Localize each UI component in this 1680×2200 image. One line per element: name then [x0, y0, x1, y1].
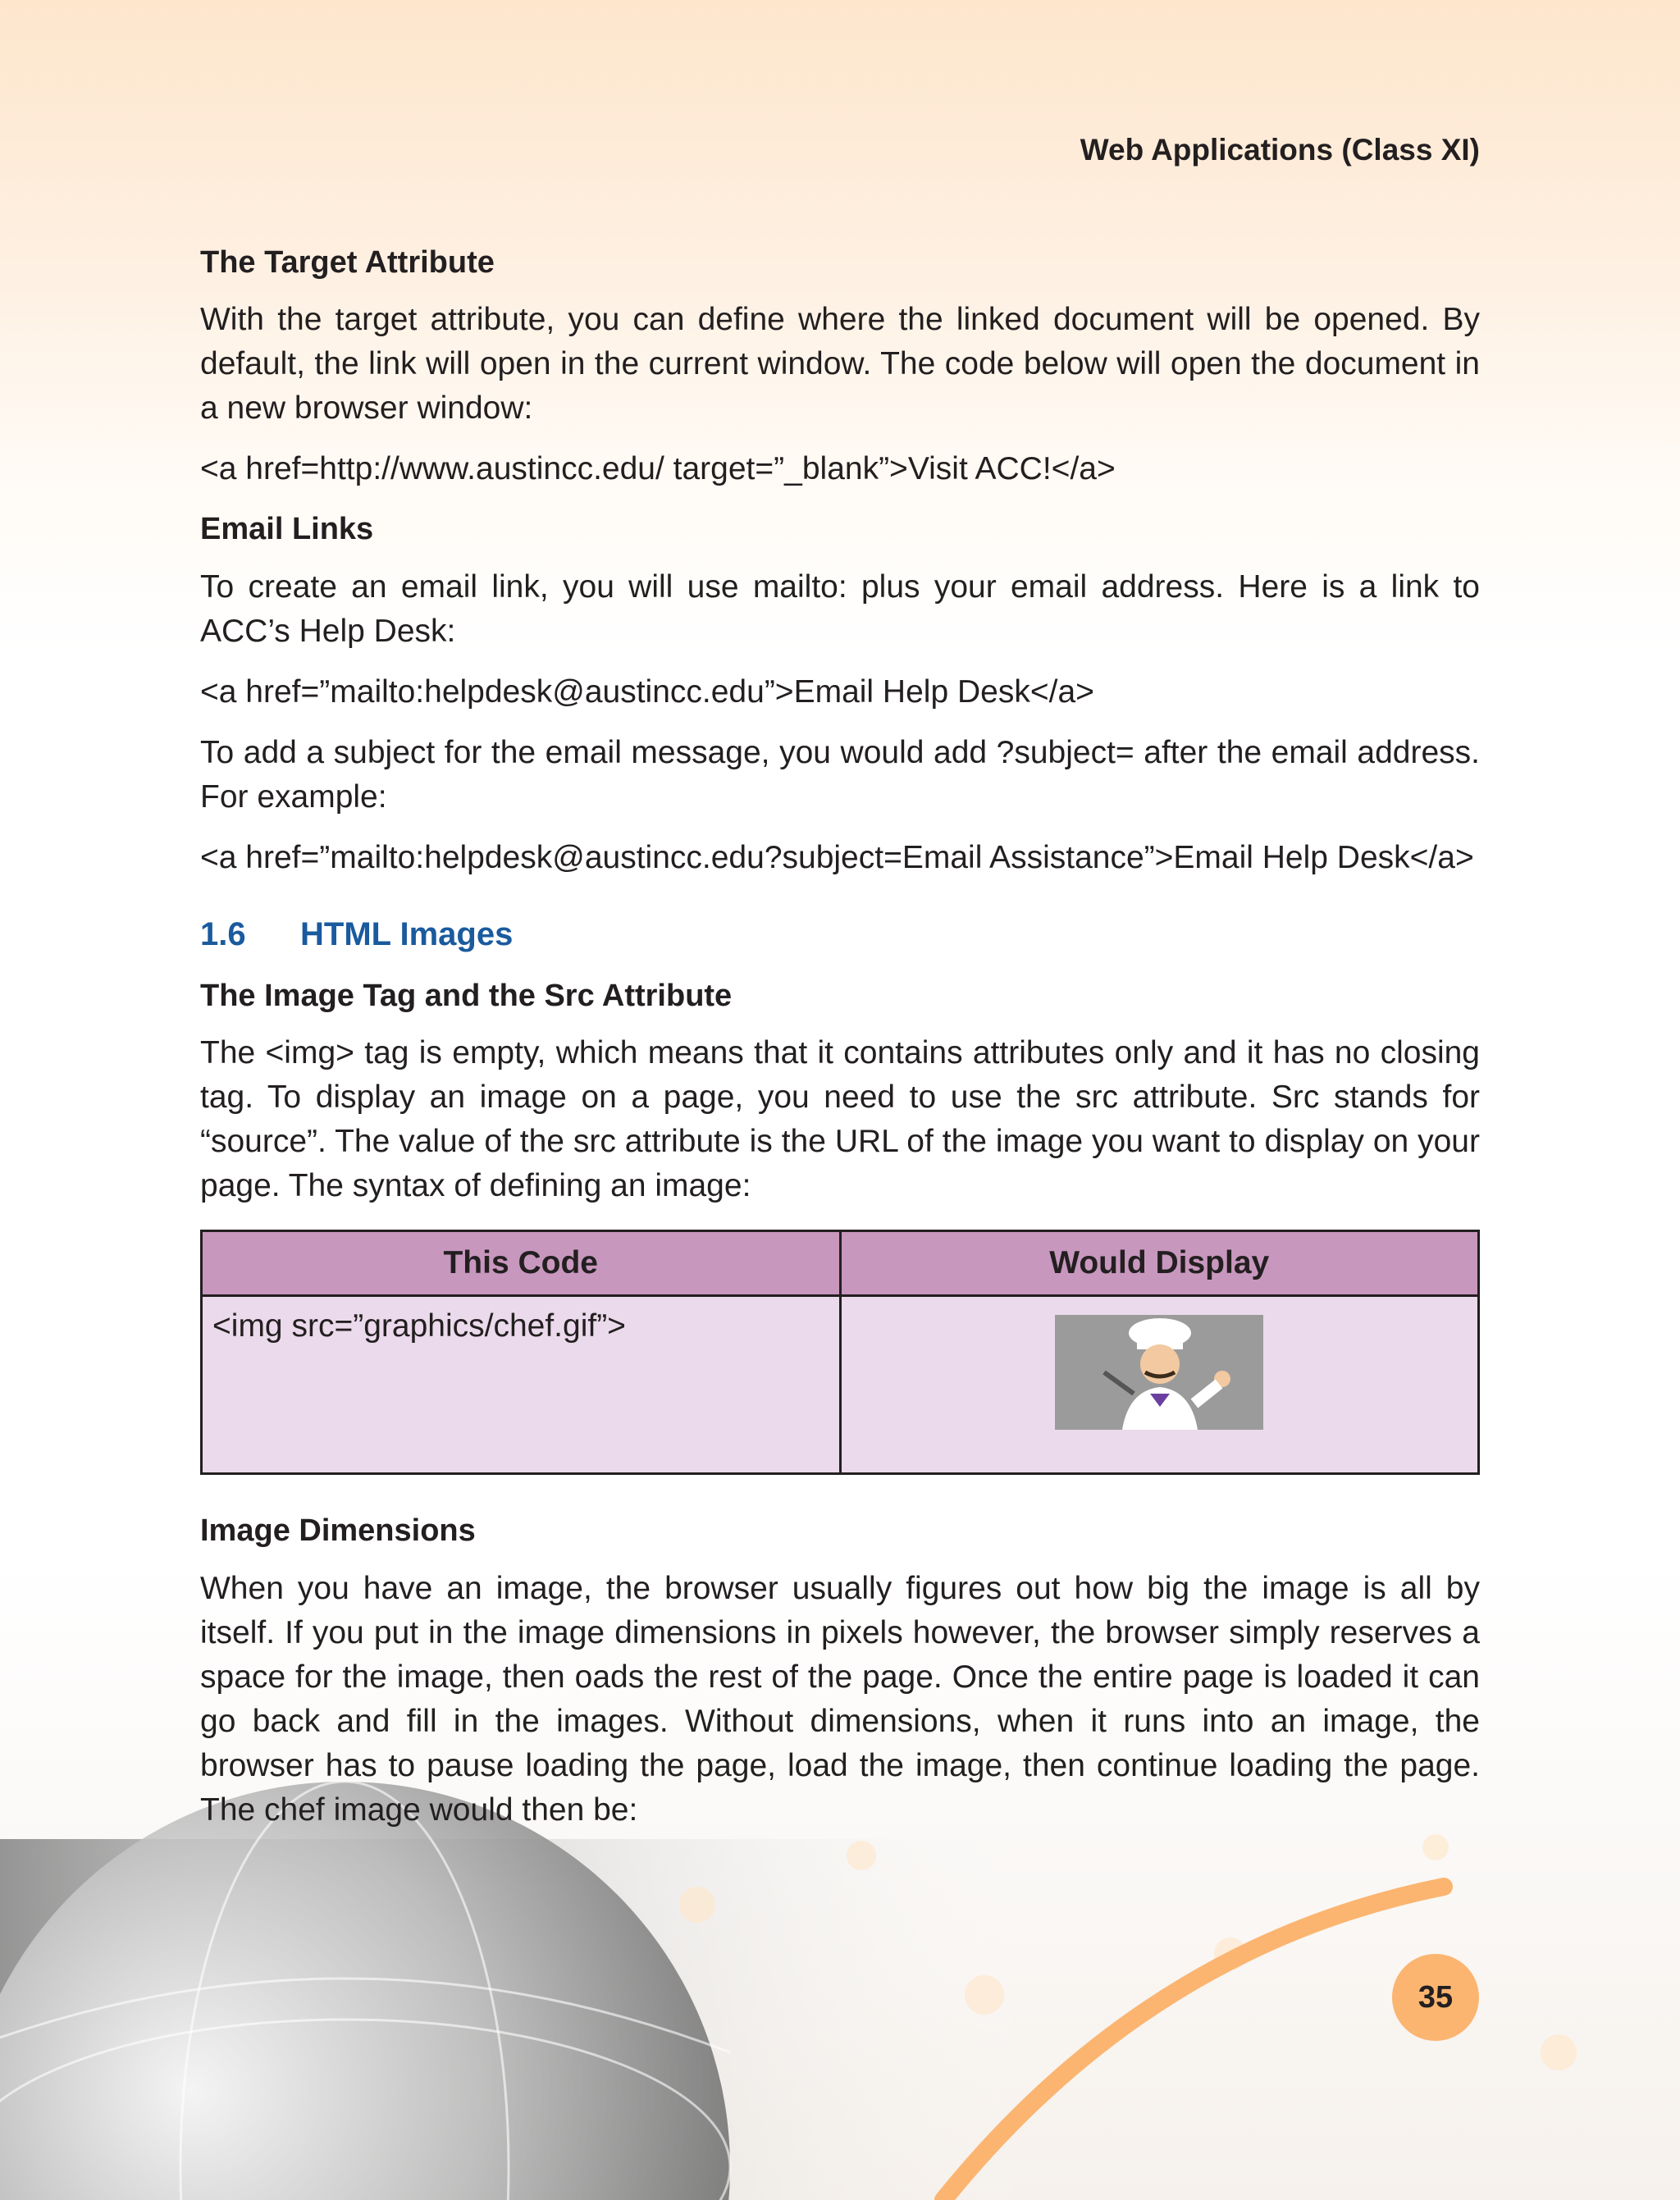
page-number-badge: 35	[1392, 1954, 1479, 2041]
section-title	[200, 916, 1480, 953]
email-code-example: <a href=”mailto:helpdesk@austincc.edu”>Email Help Desk</a>	[200, 673, 1094, 710]
section-number: 1.6	[200, 915, 246, 952]
target-attribute-paragraph: With the target attribute, you can define where the linked document will be opened. By default, the link will open in the current window. The code below will open the document in a new browser window:	[200, 302, 1480, 427]
image-tag-paragraph: The <img> tag is empty, which means that it contains attributes only and it has no closing tag. To display an image on a page, you need to use the src attribute. Src stands for “source”. The value of the src attribute is the URL of the image you want to display on your page. The syntax of defining an image:	[200, 1035, 1480, 1204]
table-cell-display	[840, 1296, 1479, 1474]
table-header-code: This Code	[202, 1231, 841, 1296]
page-content	[200, 243, 1480, 1849]
table-header-row	[202, 1231, 1479, 1296]
code-display-table	[200, 1230, 1480, 1475]
email-links-heading: Email Links	[200, 512, 374, 547]
email-links-paragraph: To create an email link, you will use mailto: plus your email address. Here is a link to ACC’s Help Desk:	[200, 568, 1480, 649]
image-dimensions-heading: Image Dimensions	[200, 1513, 476, 1549]
table-cell-code: <img src=”graphics/chef.gif”>	[202, 1296, 841, 1474]
email-subject-paragraph: To add a subject for the email message, you would add ?subject= after the email address. For example:	[200, 734, 1480, 815]
image-tag-heading: The Image Tag and the Src Attribute	[200, 978, 733, 1013]
image-dimensions-paragraph: When you have an image, the browser usually figures out how big the image is all by itself. If you put in the image dimensions in pixels however, the browser simply reserves a space for the image, then oads the rest of the page. Once the entire page is loaded it can go back and fill in the images. Without dimensions, when it runs into an image, the browser has to pause loading the page, load the image, then continue loading the page. The chef image would then be:	[200, 1570, 1480, 1828]
target-code-example: <a href=http://www.austincc.edu/ target=”_blank”>Visit ACC!</a>	[200, 451, 1116, 487]
table-row	[202, 1296, 1479, 1474]
table-header-display: Would Display	[840, 1231, 1479, 1296]
target-attribute-heading: The Target Attribute	[200, 245, 495, 280]
email-subject-code-example: <a href=”mailto:helpdesk@austincc.edu?subject=Email Assistance”>Email Help Desk</a>	[200, 839, 1474, 875]
section-title-text: HTML Images	[300, 915, 514, 952]
running-header: Web Applications (Class XI)	[1080, 133, 1480, 167]
chef-image	[1055, 1315, 1263, 1430]
